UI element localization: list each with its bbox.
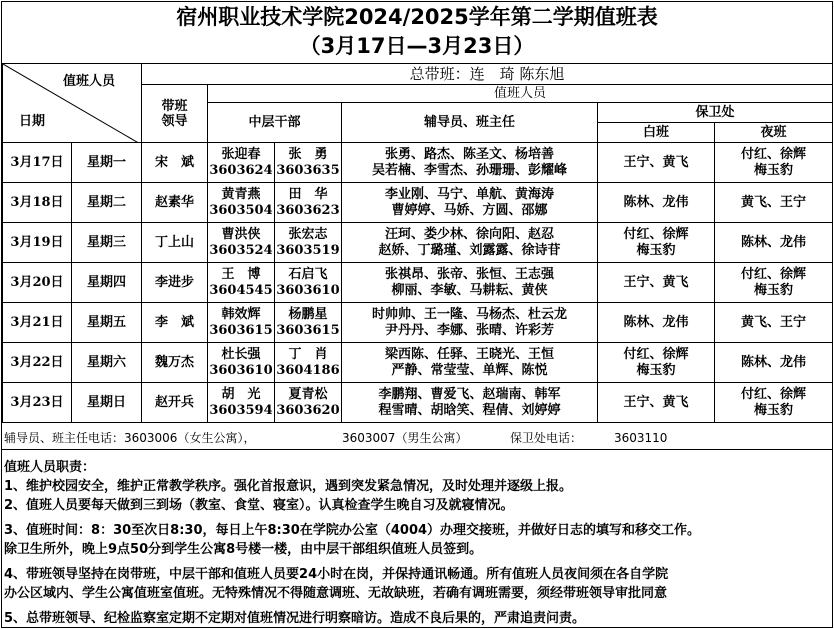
date-cell: 3月22日 xyxy=(3,343,72,383)
counselor-cell-line: 李业刚、马宁、单航、黄海涛 xyxy=(384,186,554,202)
header-date-label: 日期 xyxy=(19,114,46,129)
counselor-cell xyxy=(342,223,598,263)
duty-line: 办公区域内、学生公寓值班室值班。无特殊情况不得随意调班、无故缺班，若确有调班需要，须经带班领导审批同意 xyxy=(4,586,668,601)
security-day-cell-line: 梅玉豹 xyxy=(636,362,676,378)
security-day-cell-line: 付红、徐辉 xyxy=(623,346,689,362)
middle-cadre-1-line: 3603504 xyxy=(209,202,273,218)
security-night-cell-line: 陈林、龙伟 xyxy=(741,354,807,370)
middle-cadre-1 xyxy=(208,383,275,423)
middle-cadre-1-line: 张迎春 xyxy=(221,146,261,162)
date-cell: 3月20日 xyxy=(3,263,72,303)
weekday-cell: 星期日 xyxy=(72,383,142,423)
header-duty-staff: 值班人员 xyxy=(208,85,833,103)
middle-cadre-2-line: 张 勇 xyxy=(288,146,328,162)
counselor-cell xyxy=(342,303,598,343)
middle-cadre-2-line: 3603519 xyxy=(276,242,340,258)
weekday-cell: 星期五 xyxy=(72,303,142,343)
middle-cadre-2 xyxy=(275,223,342,263)
middle-cadre-1-line: 黄青燕 xyxy=(221,186,261,202)
security-night-cell xyxy=(715,343,833,383)
leader-cell: 魏万杰 xyxy=(142,343,208,383)
security-phone-label: 保卫处电话： xyxy=(510,431,583,445)
middle-cadre-1-line: 杜长强 xyxy=(221,346,261,362)
middle-cadre-1 xyxy=(208,183,275,223)
security-night-cell-line: 梅玉豹 xyxy=(754,402,794,418)
security-phone: 3603110 xyxy=(614,431,668,445)
middle-cadre-2-line: 夏青松 xyxy=(288,386,328,402)
middle-cadre-2-line: 3603623 xyxy=(276,202,340,218)
middle-cadre-2 xyxy=(275,303,342,343)
counselor-cell-line: 柳丽、李敏、马耕耘、黄侠 xyxy=(391,282,548,298)
header-day: 白班 xyxy=(598,123,715,143)
middle-cadre-2-line: 3603610 xyxy=(276,282,340,298)
duty-table xyxy=(2,63,833,423)
duty-line: 5、总带班领导、纪检监察室定期不定期对值班情况进行明察暗访。造成不良后果的，严肃追责问责。 xyxy=(4,611,586,626)
duty-line: 4、带班领导坚持在岗带班，中层干部和值班人员要24小时在岗，并保持通讯畅通。所有值班人员夜间须在各自学院 xyxy=(4,567,669,582)
date-cell: 3月18日 xyxy=(3,183,72,223)
counselor-cell-line: 梁西陈、任驿、王晓光、王恒 xyxy=(384,346,554,362)
page-subtitle: （3月17日—3月23日） xyxy=(299,34,535,58)
security-night-cell-line: 陈林、龙伟 xyxy=(741,234,807,250)
header-night: 夜班 xyxy=(715,123,833,143)
middle-cadre-1-line: 韩效辉 xyxy=(221,306,261,322)
leader-cell: 赵开兵 xyxy=(142,383,208,423)
security-day-cell-line: 陈林、龙伟 xyxy=(623,194,689,210)
leader-cell: 宋 斌 xyxy=(142,143,208,183)
security-day-cell xyxy=(598,223,715,263)
security-night-cell-line: 黄飞、王宁 xyxy=(741,194,807,210)
middle-cadre-1-line: 3603615 xyxy=(209,322,273,338)
security-night-cell-line: 梅玉豹 xyxy=(754,282,794,298)
middle-cadre-2-line: 田 华 xyxy=(288,186,328,202)
middle-cadre-1 xyxy=(208,343,275,383)
duty-line: 1、维护校园安全，维护正常教学秩序。强化首报意识，遇到突发紧急情况，及时处理并逐级上报。 xyxy=(4,479,573,494)
middle-cadre-1-line: 3604545 xyxy=(209,282,273,298)
middle-cadre-2-line: 3603635 xyxy=(276,162,340,178)
middle-cadre-2 xyxy=(275,143,342,183)
middle-cadre-1-line: 王 博 xyxy=(221,266,261,282)
counselor-cell-line: 赵娇、丁璐瑾、刘露露、徐诗苷 xyxy=(378,242,561,258)
date-cell: 3月17日 xyxy=(3,143,72,183)
middle-cadre-1-line: 3603624 xyxy=(209,162,273,178)
security-night-cell-line: 付红、徐辉 xyxy=(741,266,807,282)
middle-cadre-2-line: 丁 肖 xyxy=(288,346,328,362)
security-day-cell-line: 付红、徐辉 xyxy=(623,226,689,242)
middle-cadre-2 xyxy=(275,343,342,383)
security-day-cell xyxy=(598,303,715,343)
middle-cadre-2-line: 杨鹏星 xyxy=(288,306,328,322)
counselor-cell xyxy=(342,263,598,303)
date-cell: 3月23日 xyxy=(3,383,72,423)
middle-cadre-2 xyxy=(275,263,342,303)
counselor-cell-line: 曹婷婷、马娇、方圆、邵娜 xyxy=(391,202,548,218)
duty-line: 值班人员职责： xyxy=(4,460,96,475)
header-diagonal-cell xyxy=(3,64,142,143)
security-night-cell xyxy=(715,183,833,223)
security-night-cell-line: 黄飞、王宁 xyxy=(741,314,807,330)
security-day-cell xyxy=(598,143,715,183)
counselor-cell-line: 尹丹丹、李娜、张晴、许彩芳 xyxy=(384,322,554,338)
middle-cadre-1 xyxy=(208,223,275,263)
duty-line: 除卫生所外，晚上9点50分到学生公寓8号楼一楼，由中层干部组织值班人员签到。 xyxy=(4,542,483,557)
middle-cadre-2 xyxy=(275,383,342,423)
page-title: 宿州职业技术学院2024/2025学年第二学期值班表 xyxy=(176,5,658,29)
security-night-cell xyxy=(715,223,833,263)
security-night-cell-line: 付红、徐辉 xyxy=(741,146,807,162)
counselor-cell xyxy=(342,183,598,223)
middle-cadre-1-line: 胡 光 xyxy=(221,386,261,402)
overall-leader: 总带班：连 琦 陈东旭 xyxy=(142,64,833,85)
security-day-cell-line: 王宁、黄飞 xyxy=(623,394,689,410)
middle-cadre-2-line: 3603620 xyxy=(276,402,340,418)
counselor-cell xyxy=(342,143,598,183)
counselor-cell-line: 吴若楠、李雪杰、孙珊珊、彭耀峰 xyxy=(371,162,567,178)
security-night-cell xyxy=(715,303,833,343)
security-night-cell-line: 付红、徐辉 xyxy=(741,386,807,402)
weekday-cell: 星期一 xyxy=(72,143,142,183)
header-middle: 中层干部 xyxy=(208,103,342,143)
header-leader: 带班 领导 xyxy=(142,85,208,143)
table-row xyxy=(3,303,833,343)
counselor-cell-line: 张祺昂、张帝、张恒、王志强 xyxy=(384,266,554,282)
middle-cadre-2-line: 张宏志 xyxy=(288,226,328,242)
security-day-cell-line: 王宁、黄飞 xyxy=(623,154,689,170)
counselor-cell-line: 时帅帅、王一隆、马杨杰、杜云龙 xyxy=(371,306,567,322)
weekday-cell: 星期二 xyxy=(72,183,142,223)
counselor-cell xyxy=(342,343,598,383)
table-row xyxy=(3,343,833,383)
security-night-cell-line: 梅玉豹 xyxy=(754,162,794,178)
security-night-cell xyxy=(715,263,833,303)
leader-cell: 李 斌 xyxy=(142,303,208,343)
middle-cadre-2-line: 3604186 xyxy=(276,362,340,378)
security-day-cell-line: 陈林、龙伟 xyxy=(623,314,689,330)
leader-cell: 李进步 xyxy=(142,263,208,303)
date-cell: 3月19日 xyxy=(3,223,72,263)
table-row xyxy=(3,223,833,263)
duty-line: 3、值班时间：8：30至次日8:30，每日上午8:30在学院办公室（4004）办理交接班，并做好日志的填写和移交工作。 xyxy=(4,523,701,538)
security-night-cell xyxy=(715,383,833,423)
counselor-cell-line: 程雪晴、胡晗笑、程倩、刘婷婷 xyxy=(378,402,561,418)
security-day-cell xyxy=(598,343,715,383)
weekday-cell: 星期六 xyxy=(72,343,142,383)
security-day-cell-line: 梅玉豹 xyxy=(636,242,676,258)
middle-cadre-1-line: 3603610 xyxy=(209,362,273,378)
table-row xyxy=(3,263,833,303)
counselor-cell xyxy=(342,383,598,423)
middle-cadre-2-line: 3603615 xyxy=(276,322,340,338)
middle-cadre-1-line: 3603524 xyxy=(209,242,273,258)
duty-responsibilities xyxy=(4,458,830,628)
counselor-cell-line: 严静、常莹莹、单辉、陈悦 xyxy=(391,362,548,378)
leader-cell: 丁上山 xyxy=(142,223,208,263)
middle-cadre-2-line: 石启飞 xyxy=(288,266,328,282)
leader-cell: 赵素华 xyxy=(142,183,208,223)
weekday-cell: 星期三 xyxy=(72,223,142,263)
security-day-cell xyxy=(598,183,715,223)
duty-line: 2、值班人员要每天做到三到场（教室、食堂、寝室）。认真检查学生晚自习及就寝情况。 xyxy=(4,498,514,513)
counselor-cell-line: 张勇、路杰、陈圣文、杨培善 xyxy=(384,146,554,162)
security-day-cell-line: 王宁、黄飞 xyxy=(623,274,689,290)
security-day-cell xyxy=(598,263,715,303)
security-night-cell xyxy=(715,143,833,183)
table-row xyxy=(3,143,833,183)
middle-cadre-1 xyxy=(208,303,275,343)
middle-cadre-1 xyxy=(208,263,275,303)
middle-cadre-1 xyxy=(208,143,275,183)
middle-cadre-1-line: 曹洪侠 xyxy=(221,226,261,242)
date-cell: 3月21日 xyxy=(3,303,72,343)
weekday-cell: 星期四 xyxy=(72,263,142,303)
male-dorm-phone: 3603007（男生公寓） xyxy=(342,431,468,445)
header-security: 保卫处 xyxy=(598,103,833,123)
phone-line xyxy=(2,427,832,450)
counselor-cell-line: 李鹏翔、曹爱飞、赵瑞南、韩军 xyxy=(378,386,561,402)
counselor-cell-line: 汪珂、娄少林、徐向阳、赵忍 xyxy=(384,226,554,242)
header-staff-label: 值班人员 xyxy=(63,74,116,89)
middle-cadre-2 xyxy=(275,183,342,223)
counselor-phones: 辅导员、班主任电话：3603006（女生公寓）， xyxy=(4,431,256,445)
header-counselor: 辅导员、班主任 xyxy=(342,103,598,143)
table-row xyxy=(3,383,833,423)
middle-cadre-1-line: 3603594 xyxy=(209,402,273,418)
security-day-cell xyxy=(598,383,715,423)
table-row xyxy=(3,183,833,223)
